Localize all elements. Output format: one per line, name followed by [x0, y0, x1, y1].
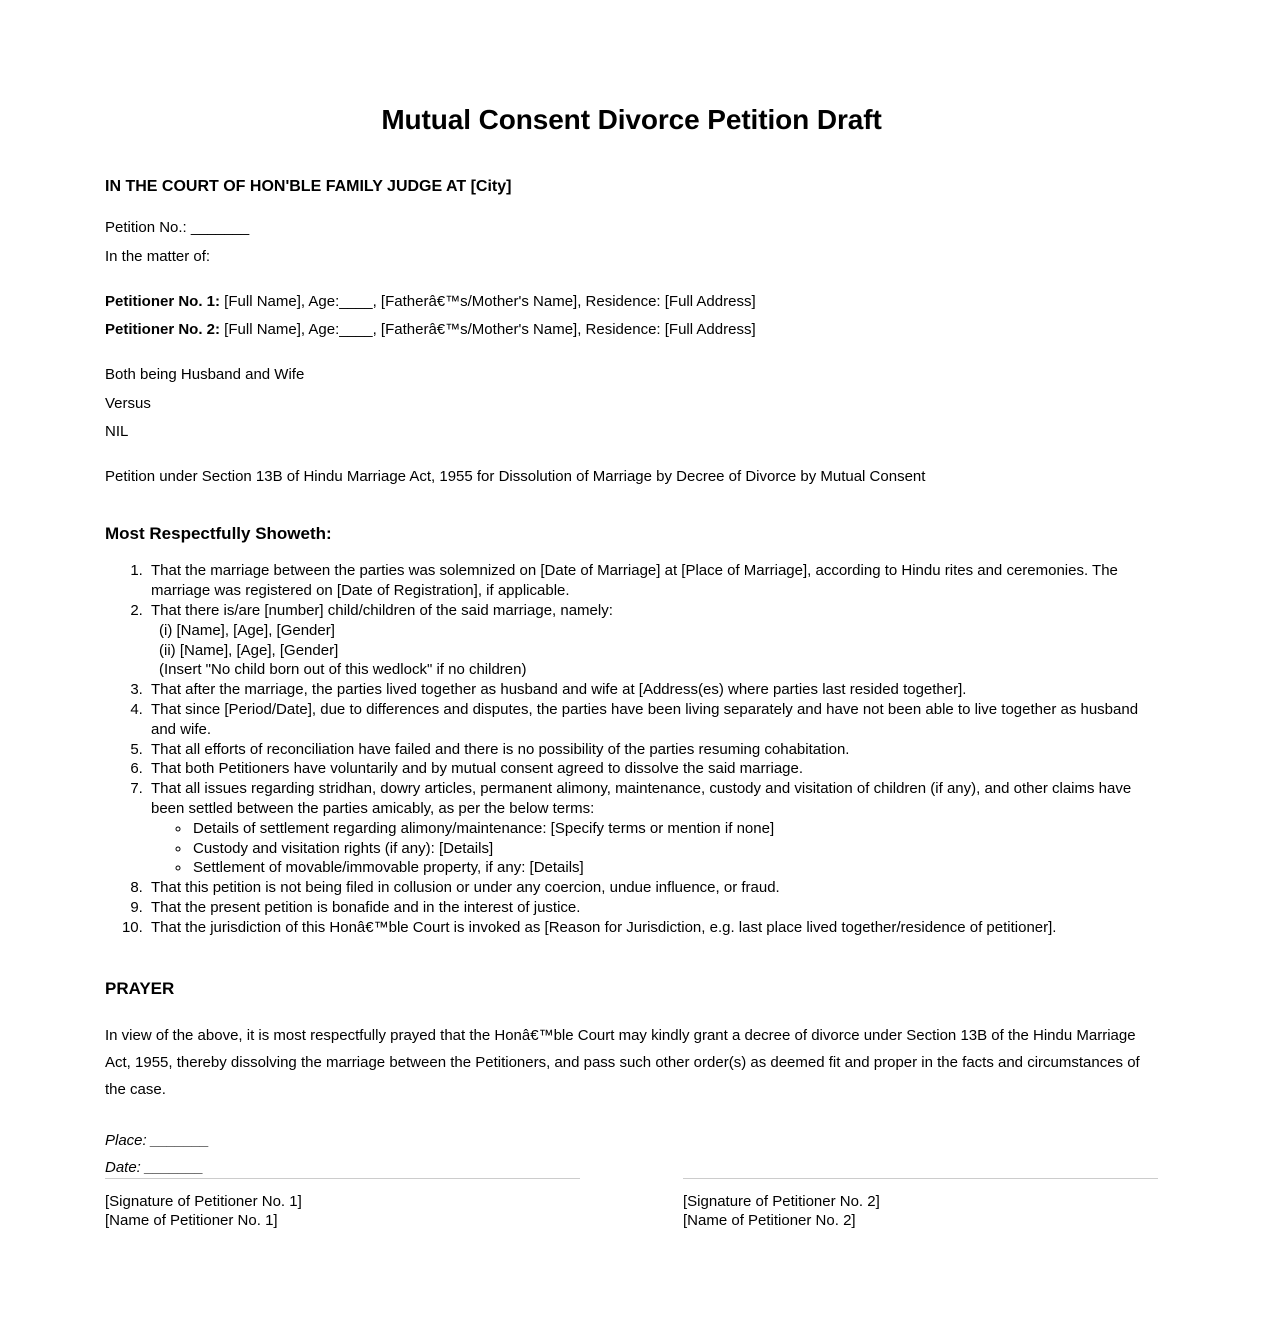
- signature-column-petitioner-1: [105, 1178, 580, 1230]
- prayer-body: In view of the above, it is most respectfully prayed that the Honâ€™ble Court may kindly grant a decree of divorce under Section 13B of the Hindu Marriage Act, 1955, thereby dissolving the marriage between the Petitioners, and pass such other order(s) as deemed fit and proper in the facts and circumstances of the case.: [105, 1026, 1140, 1099]
- children-sub-line: (i) [Name], [Age], [Gender]: [159, 621, 335, 639]
- claims-list: [105, 561, 1158, 937]
- claim-text: That both Petitioners have voluntarily and by mutual consent agreed to dissolve the said marriage.: [151, 760, 804, 778]
- children-sub-line: (ii) [Name], [Age], [Gender]: [159, 641, 339, 659]
- signature-column-petitioner-2: [683, 1178, 1158, 1230]
- claim-item: [147, 918, 1158, 938]
- claim-item: [147, 878, 1158, 898]
- signature-label: [Signature of Petitioner No. 1]: [105, 1193, 302, 1210]
- court-heading: IN THE COURT OF HON'BLE FAMILY JUDGE AT [City]: [105, 177, 512, 195]
- in-the-matter-of-line: In the matter of:: [105, 247, 211, 265]
- claim-item: [147, 601, 1158, 680]
- claim-text: That all efforts of reconciliation have failed and there is no possibility of the parties resuming cohabitation.: [151, 740, 850, 758]
- place-line: Place: _______: [105, 1131, 210, 1149]
- showeth-heading: Most Respectfully Showeth:: [105, 524, 332, 544]
- claim-item: [147, 898, 1158, 918]
- settlement-terms-list: [151, 819, 1158, 878]
- claim-item: [147, 740, 1158, 760]
- both-being-line: Both being Husband and Wife: [105, 366, 305, 384]
- claim-text: That the present petition is bonafide and in the interest of justice.: [151, 899, 581, 917]
- claim-text: That all issues regarding stridhan, dowry articles, permanent alimony, maintenance, custody and visitation of children (if any), and other claims have been settled between the parties amicably, as per the below terms:: [151, 780, 1132, 818]
- settlement-term-item: ◦ Details of settlement regarding alimony/maintenance: [Specify terms or mention if none]: [191, 819, 1158, 839]
- settlement-term-item: ◦ Settlement of movable/immovable property, if any: [Details]: [191, 858, 1158, 878]
- claim-item: [147, 700, 1158, 740]
- petitioner-2-details: [Full Name], Age:____, [Fatherâ€™s/Mother's Name], Residence: [Full Address]: [220, 321, 756, 339]
- claim-text: That this petition is not being filed in collusion or under any coercion, undue influence, or fraud.: [151, 879, 780, 897]
- signature-rule: [683, 1178, 1158, 1179]
- petitioner-1-details: [Full Name], Age:____, [Fatherâ€™s/Mother's Name], Residence: [Full Address]: [220, 292, 756, 310]
- page-title: Mutual Consent Divorce Petition Draft: [381, 104, 882, 135]
- claim-item: [147, 779, 1158, 878]
- claim-text: That since [Period/Date], due to differences and disputes, the parties have been living separately and have not been able to live together as husband and wife.: [151, 701, 1139, 738]
- claim-item: [147, 759, 1158, 779]
- petitioner-2-line: [105, 320, 1158, 340]
- petition-under-line: Petition under Section 13B of Hindu Marriage Act, 1955 for Dissolution of Marriage by Decree of Divorce by Mutual Consent: [105, 468, 926, 486]
- children-sub-line: (Insert "No child born out of this wedlock" if no children): [159, 661, 527, 679]
- nil-line: NIL: [105, 422, 129, 440]
- prayer-heading: PRAYER: [105, 978, 175, 998]
- signature-rule: [105, 1178, 580, 1179]
- petitioner-2-label: Petitioner No. 2:: [105, 321, 221, 339]
- settlement-term-item: ◦ Custody and visitation rights (if any): [Details]: [191, 839, 1158, 859]
- claim-text: That there is/are [number] child/children of the said marriage, namely:: [151, 602, 613, 620]
- claim-item: [147, 561, 1158, 601]
- petition-number-line: Petition No.: _______: [105, 219, 250, 237]
- signature-name-label: [Name of Petitioner No. 1]: [105, 1212, 278, 1230]
- claim-item: [147, 680, 1158, 700]
- claim-text: That the jurisdiction of this Honâ€™ble Court is invoked as [Reason for Jurisdiction, e.g. last place lived together/residence of petitioner].: [151, 918, 1057, 936]
- claim-text: That after the marriage, the parties lived together as husband and wife at [Address(es) where parties last resided together].: [151, 681, 967, 699]
- signature-block: [105, 1178, 1158, 1230]
- petitioner-1-label: Petitioner No. 1:: [105, 292, 221, 310]
- claim-text: That the marriage between the parties was solemnized on [Date of Marriage] at [Place of Marriage], according to Hindu rites and ceremonies. The marriage was registered on [Date of Registration], if applicable.: [151, 562, 1118, 600]
- date-line: Date: _______: [105, 1158, 204, 1176]
- versus-line: Versus: [105, 394, 151, 412]
- signature-label: [Signature of Petitioner No. 2]: [683, 1193, 880, 1210]
- petitioner-1-line: [105, 292, 1158, 312]
- signature-name-label: [Name of Petitioner No. 2]: [683, 1212, 856, 1230]
